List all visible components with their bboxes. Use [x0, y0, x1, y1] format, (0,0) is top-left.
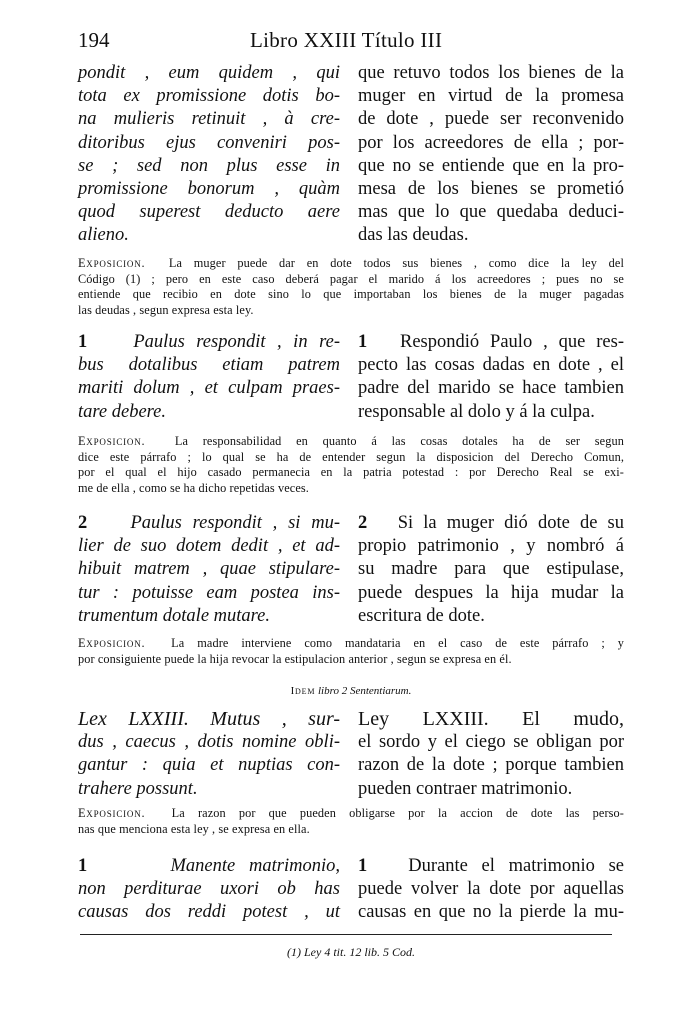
exposicion-label: Exposicion. [78, 434, 146, 448]
latin-line: na mulieris retinuit , à cre- [78, 109, 340, 130]
exposicion-label: Exposicion. [78, 806, 146, 820]
page-number: 194 [78, 28, 110, 52]
latin-line: causas dos reddi potest , ut [78, 902, 340, 923]
latin-line: tota ex promissione dotis bo- [78, 86, 340, 107]
exposicion-text: La muger puede dar en dote todos sus bienes , como dice la ley del [168, 256, 624, 270]
footnote [78, 945, 624, 960]
spanish-line: por los acreedores de ella ; por- [358, 132, 624, 153]
exposicion-label: Exposicion. [78, 636, 146, 650]
spanish-line [358, 512, 624, 535]
exposicion-text: La razon por que pueden obligarse por la accion de dote las perso- [171, 806, 624, 820]
latin-line [78, 855, 340, 878]
spanish-column [358, 708, 624, 801]
latin-column [78, 62, 340, 248]
spanish-column [358, 855, 624, 925]
spanish-line: das las deudas. [358, 225, 469, 246]
latin-line: pondit , eum quidem , qui [78, 63, 340, 83]
spanish-line: padre del marido se hace tambien [358, 378, 624, 399]
spanish-line [358, 331, 624, 354]
spanish-line: propio patrimonio , y nombró á [358, 536, 624, 557]
page-header [78, 28, 618, 58]
latin-line: Lex LXXIII. Mutus , sur- [78, 708, 340, 730]
latin-line: hibuit matrem , quae stipulare- [78, 559, 340, 580]
exposicion-line [78, 636, 624, 652]
paragraph-number: 2 [78, 513, 88, 533]
latin-text: Paulus respondit , in re- [133, 332, 340, 352]
latin-line: se ; sed non plus esse in [78, 155, 340, 176]
latin-line: non perditurae uxori ob has [78, 879, 340, 900]
spanish-column [358, 512, 624, 628]
latin-text: Paulus respondit , si mu- [130, 513, 340, 533]
exposicion-text: La madre interviene como mandataria en el caso de este párrafo ; y [171, 636, 625, 650]
exposicion-4 [78, 806, 624, 837]
spanish-line: muger en virtud de la promesa [358, 86, 624, 107]
latin-line: promissione bonorum , quàm [78, 179, 340, 200]
latin-line: mariti dolum , et culpam praes- [78, 378, 340, 399]
spanish-text: Durante el matrimonio se [408, 856, 625, 876]
paragraph-number: 1 [358, 856, 368, 876]
latin-line: bus dotalibus etiam patrem [78, 355, 340, 376]
footnote-text: (1) Ley 4 tit. 12 lib. 5 Cod. [287, 945, 415, 959]
latin-column [78, 512, 340, 628]
paragraph-number: 2 [358, 513, 368, 533]
latin-line: quod superest deducto aere [78, 202, 340, 223]
footnote-rule [80, 934, 612, 935]
source-attribution [78, 685, 624, 697]
spanish-column [358, 62, 624, 248]
latin-column [78, 708, 340, 801]
spanish-line: mas que lo que quedaba deduci- [358, 202, 624, 223]
exposicion-line: por el qual el hijo casado permanecia en la patria potestad : por Derecho Real se exi- [78, 465, 624, 480]
spanish-line: puede despues la hija mudar la [358, 582, 624, 603]
latin-line: trumentum dotale mutare. [78, 605, 271, 626]
spanish-line: razon de la dote ; porque tambien [358, 755, 624, 776]
spanish-line: mesa de los bienes se prometió [358, 179, 624, 200]
exposicion-text: La responsabilidad en quanto á las cosas dotales ha de ser segun [174, 434, 624, 448]
idem-source: libro 2 Sententiarum. [317, 685, 412, 697]
spanish-line: puede volver la dote por aquellas [358, 879, 624, 900]
spanish-line: pueden contraer matrimonio. [358, 778, 573, 799]
spanish-line: Ley LXXIII. El mudo, [358, 708, 624, 730]
latin-line: alieno. [78, 225, 129, 246]
exposicion-line: entiende que recibio en dote sino lo que importaban los bienes de la muger pagadas [78, 287, 624, 302]
exposicion-1 [78, 256, 624, 318]
latin-column [78, 331, 340, 424]
paragraph-number: 1 [358, 332, 368, 352]
spanish-line [358, 855, 624, 878]
exposicion-line: dice este párrafo ; lo qual se ha de entender segun la disposicion del Derecho Comun, [78, 449, 624, 464]
latin-line: dus , caecus , dotis nomine obli- [78, 732, 340, 753]
exposicion-line [78, 806, 624, 822]
spanish-line: su madre para que estipulase, [358, 559, 624, 580]
latin-text: Manente matrimonio, [170, 856, 341, 876]
exposicion-line [78, 434, 624, 450]
latin-line [78, 331, 340, 354]
latin-line [78, 512, 340, 535]
exposicion-3 [78, 636, 624, 667]
paragraph-number: 1 [78, 856, 88, 876]
exposicion-line: Código (1) ; pero en este caso deberá pagar el marido á los acreedores ; pues no se [78, 271, 624, 286]
spanish-line: que no se entiende que en la pro- [358, 155, 624, 176]
spanish-line: causas en que no la pierde la mu- [358, 902, 624, 923]
exposicion-line: las deudas , segun expresa esta ley. [78, 302, 254, 317]
spanish-line: pecto las cosas dadas en dote , el [358, 355, 624, 376]
running-title: Libro XXIII Título III [250, 28, 443, 52]
spanish-line: escritura de dote. [358, 605, 485, 626]
spanish-text: Respondió Paulo , que res- [400, 332, 624, 352]
spanish-line: de dote , puede ser reconvenido [358, 109, 624, 130]
spanish-line: el sordo y el ciego se obligan por [358, 732, 624, 753]
idem-label: Idem [290, 685, 316, 697]
exposicion-line: nas que menciona esta ley , se expresa en ella. [78, 821, 310, 836]
exposicion-line [78, 256, 624, 272]
exposicion-line: me de ella , como se ha dicho repetidas veces. [78, 480, 309, 495]
spanish-line: que retuvo todos los bienes de la [358, 63, 624, 83]
latin-line: lier de suo dotem dedit , et ad- [78, 536, 340, 557]
latin-line: trahere possunt. [78, 778, 198, 799]
latin-line: ditoribus ejus conveniri pos- [78, 132, 340, 153]
spanish-line: responsable al dolo y á la culpa. [358, 401, 595, 422]
latin-line: tare debere. [78, 401, 167, 422]
spanish-column [358, 331, 624, 424]
spanish-text: Si la muger dió dote de su [397, 513, 624, 533]
exposicion-label: Exposicion. [78, 256, 146, 270]
latin-line: tur : potuisse eam postea ins- [78, 582, 340, 603]
latin-line: gantur : quia et nuptias con- [78, 755, 340, 776]
paragraph-number: 1 [78, 332, 88, 352]
latin-column [78, 855, 340, 925]
exposicion-line: por consiguiente puede la hija revocar la estipulacion anterior , segun se expresa en él. [78, 651, 512, 666]
exposicion-2 [78, 434, 624, 496]
